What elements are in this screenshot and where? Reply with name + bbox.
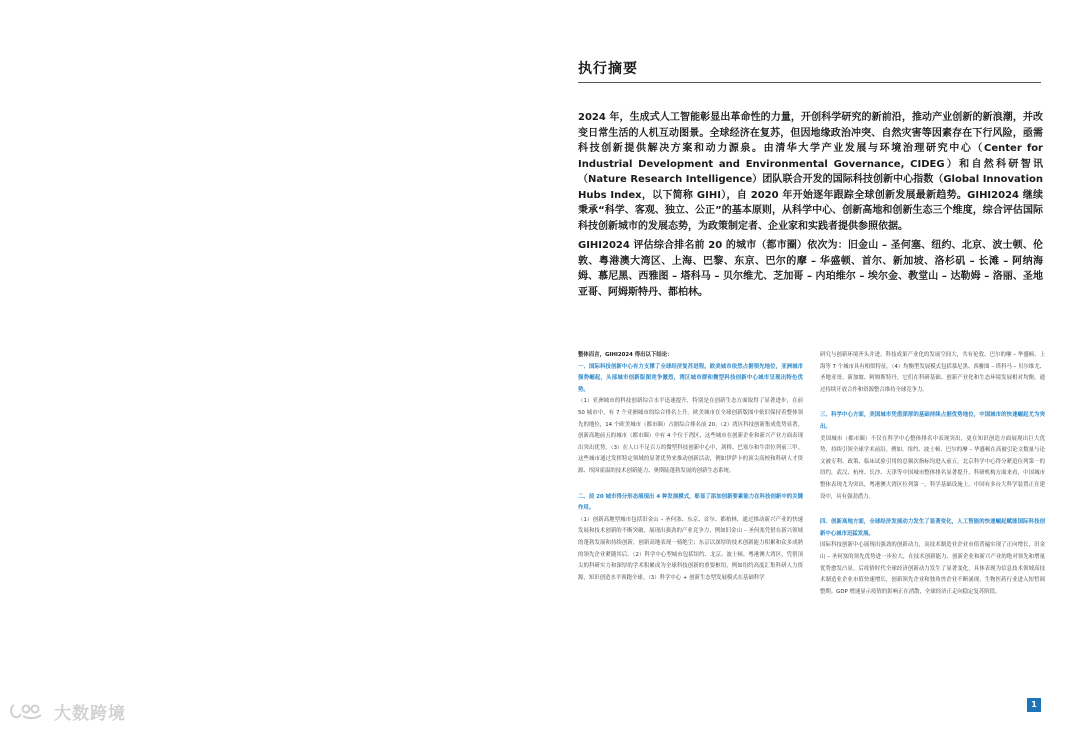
findings-column-right [820, 350, 1045, 598]
page-number-badge: 1 [1027, 698, 1041, 712]
findings-column-left [578, 350, 803, 584]
finding-4-heading: 四、创新高地方面，全球经济发展动力发生了显著变化，人工智能的快速崛起赋能国际科技创新中心城市迅猛发展。 [820, 519, 1045, 537]
finding-1-heading: 一、国际科技创新中心有力支撑了全球经济复苏进程。欧美城市依然占据领先地位，亚洲城市强势崛起，头部城市创新版图竞争激烈，湾区城市群和微型科技创新中心城市呈现出特色优势。 [578, 363, 803, 393]
finding-3-heading: 三、科学中心方面，美国城市凭借深厚的基础持续占据优势地位，中国城市的快速崛起尤为突出。 [820, 412, 1045, 430]
finding-2-heading: 二、前 20 城市得分形态展现出 4 种发展模式，彰显了添加创新要素能力在科技创新中的关键作用。 [578, 493, 803, 512]
finding-2-body: （1）创新高地型城市包括旧金山 – 圣何塞、东京、首尔、都柏林，通过推动新兴产业的快速发展和技术创新的不断突破，展现出强劲的产业竞争力，例如旧金山 – 圣何塞凭借在新兴领域的蓬勃发展和持续创新，创新高地表现一骑绝尘；东京以深厚的技术创新能力积累和众多成熟的领先企业紧随其后。（2）科学中心型城市包括纽约、北京、波士顿、粤港澳大湾区，凭借顶尖的科研实力和深厚的学术积累成为全球科技创新的重要枢纽，例如纽约高度汇集科研人力资源，知识创造水平领跑全球。（3）科学中心 + 创新生态型发展模式在基础科学 [578, 516, 803, 581]
findings-lead: 整体而言，GIHI2024 得出以下结论： [578, 352, 673, 358]
finding-1-body: （1）亚洲城市的科技创新综合水平迅速提升，特别是在创新生态方面取得了显著进步，在前 50 城市中，有 7 个亚洲城市的综合排名上升。欧美城市在全球创新版图中依旧保持着整体领先的地位，14 个欧美城市（都市圈）占据综合排名前 20。（2）湾区科技创新集成优势显著，创新高地前五的城市（都市圈）中有 4 个位于湾区，这些城市在创新企业和新兴产业方面表现出突出优势。（3）在人口不足百万的微型科技创新中心中，剑桥、巴塞尔和牛津位列前三甲。这些城市通过发挥特定领域的显著优势来推动创新活动，例如伊萨卡的顶尖高校和科研人才资源、埃因霍温的技术创新能力、奥斯陆蓬勃发展的创新生态系统。 [578, 398, 803, 474]
watermark-logo-icon [8, 701, 48, 721]
section-title: 执行摘要 [578, 61, 638, 77]
intro-paragraph-2: GIHI2024 评估综合排名前 20 的城市（都市圈）依次为：旧金山 – 圣何塞、纽约、北京、波士顿、伦敦、粤港澳大湾区、上海、巴黎、东京、巴尔的摩 – 华盛顿、首尔、新加坡、洛杉矶 – 长滩 – 阿纳海姆、慕尼黑、西雅图 – 塔科马 – 贝尔维尤、芝加哥 – 内珀维尔 – 埃尔金、教堂山 – 达勒姆 – 洛丽、圣地亚哥、阿姆斯特丹、都柏林。 [578, 240, 1043, 298]
intro-paragraph-1: 2024 年，生成式人工智能彰显出革命性的力量，开创科学研究的新前沿，推动产业创新的新浪潮，并改变日常生活的人机互动图景。全球经济在复苏，但因地缘政治冲突、自然灾害等因素存在下行风险，亟需科技创新提供解决方案和动力源泉。由清华大学产业发展与环境治理研究中心（Center for Industrial Development and Environmental Governance, CIDEG）和自然科研智讯（Nature Research Intelligence）团队联合开发的国际科技创新中心指数（Global Innovation Hubs Index，以下简称 GIHI），自 2020 年开始逐年跟踪全球创新发展最新趋势。GIHI2024 继续秉承“科学、客观、独立、公正”的基本原则，从科学中心、创新高地和创新生态三个维度，综合评估国际科技创新城市的发展态势，为政策制定者、企业家和实践者提供参照依据。 [578, 112, 1043, 232]
finding-4-body: 国际科技创新中心展现出强劲的创新动力，高技术制造业企业市值普遍实现了正向增长，旧金山 – 圣何塞的领先优势进一步拉大，在技术创新能力、创新企业和新兴产业的绝对领先和增量优势愈发凸显。后疫情时代全球经济创新动力发生了显著变化，具体表现为信息技术领域高技术制造业企业市值快速增长，创新领先企业和独角兽企业不断涌现，生物医药行业进入短暂调整期。GDP 增速显示疫情的影响正在消散，全球经济正走向稳定复苏阶段。 [820, 542, 1045, 595]
title-divider [578, 82, 1041, 83]
finding-2-body-continued: 研究与创新环境齐头并进，科技成果产业化的发展空间大，共有伦敦、巴尔的摩 – 华盛顿、上海等 7 个城市具有相似特征。（4）均衡型发展模式包括慕尼黑、西雅图 – 塔科马 – 贝尔维尤、圣地亚哥、新加坡、阿姆斯特丹，它们在科研基础、创新产业化和生态环境发展相对均衡，通过持续开放合作和资源整合维持全球竞争力。 [820, 352, 1045, 393]
finding-3-body: 美国城市（都市圈）不仅在科学中心整体排名中表现突出，更在知识创造方面展现出巨大优势，持续引领全球学术前沿。例如，纽约、波士顿、巴尔的摩 – 华盛顿在高被引论文数量与论文被专利、政策、临床试验引用的总频次指标均进入前五。北京科学中心得分紧追位列第一的纽约，武汉、杭州、长沙、天津等中国城市整体排名显著提升，科研机构方面来看，中国城市整体表现尤为突出，粤港澳大湾区位列第一，科学基础设施上，中国有多台大科学装置正在建设中，具有强劲潜力。 [820, 435, 1045, 500]
watermark [8, 700, 126, 722]
watermark-text: 大数跨境 [54, 703, 126, 724]
